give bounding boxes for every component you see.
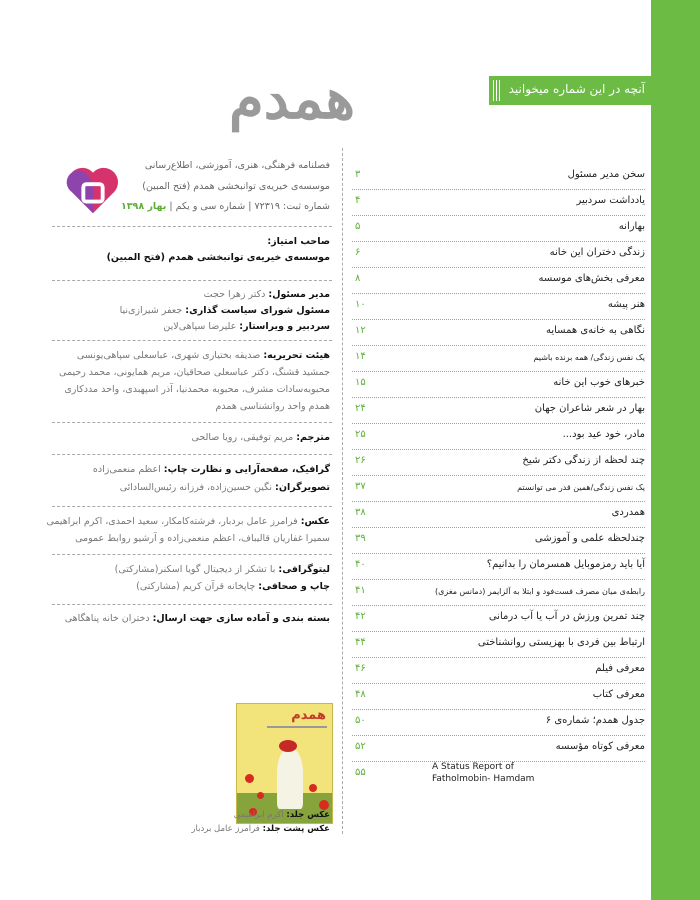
toc-item-page: ۴۴ [355, 637, 366, 648]
toc-item[interactable] [352, 528, 645, 554]
board-label: هیئت تحریریه: [263, 350, 330, 361]
toc-item[interactable] [352, 346, 645, 372]
board-line: صدیقه بختیاری شهری، عباسعلی سپاهی‌یونسی [76, 350, 261, 361]
divider [52, 422, 332, 423]
toc-item-page: ۴۸ [355, 689, 366, 700]
magazine-issue-line [121, 201, 330, 212]
illustrators-row [120, 482, 330, 493]
toc-item-page: ۲۴ [355, 403, 366, 414]
toc-item-page: ۴۰ [355, 559, 366, 570]
board-row [77, 350, 330, 361]
toc-item-page: ۴ [355, 195, 361, 206]
divider [52, 340, 332, 341]
toc-item[interactable] [352, 710, 645, 736]
toc-item[interactable] [352, 398, 645, 424]
magazine-description: فصلنامه فرهنگی، هنری، آموزشی، اطلاع‌رسانی [144, 160, 330, 171]
divider [52, 454, 332, 455]
toc-item[interactable] [352, 372, 645, 398]
toc-item[interactable] [352, 294, 645, 320]
toc-item-page: ۳ [355, 169, 361, 180]
toc-item[interactable] [352, 554, 645, 580]
litho-value: با تشکر از دیجیتال گویا اسکنر(مشارکتی) [114, 564, 276, 575]
toc-item-page: ۳۸ [355, 507, 366, 518]
toc-item-title: زندگی دختران این خانه [549, 247, 645, 258]
toc-item[interactable] [352, 268, 645, 294]
graphics-value: اعظم منعمی‌زاده [92, 464, 161, 475]
divider [52, 554, 332, 555]
translator-row [191, 432, 330, 443]
divider [52, 226, 332, 227]
toc-item-title: یک نفس زندگی/همین قدر می توانستم [517, 483, 645, 492]
toc-item-page: ۱۴ [355, 351, 366, 362]
toc-item-title-english: A Status Report of Fatholmobin- Hamdam [432, 762, 535, 784]
toc-item-page: ۳۷ [355, 481, 366, 492]
toc-item-title: معرفی بخش‌های موسسه [538, 273, 645, 284]
toc-item-title: آیا باید رمزموبایل همسرمان را بدانیم؟ [486, 559, 645, 570]
divider [52, 506, 332, 507]
graphics-row [93, 464, 330, 475]
toc-item-title: چند تمرین ورزش در آب یا آب درمانی [488, 611, 645, 622]
graphics-label: گرافیک، صفحه‌آرایی و نظارت چاپ: [163, 464, 330, 475]
translator-label: مترجم: [296, 432, 330, 443]
toc-header-bar [489, 76, 700, 105]
board-line: همدم واحد روانشناسی همدم [215, 401, 330, 412]
toc-item-title: مادر، خود عید بود... [562, 429, 645, 440]
toc-item-title: سخن مدیر مسئول [567, 169, 645, 180]
toc-item-page: ۵۲ [355, 741, 366, 752]
toc-item-title: چند لحظه از زندگی دکتر شیخ [522, 455, 645, 466]
toc-item[interactable] [352, 658, 645, 684]
toc-item-page: ۳۹ [355, 533, 366, 544]
divider [52, 280, 332, 281]
magazine-publisher: موسسه‌ی خیریه‌ی توانبخشی همدم (فتح المبین) [142, 181, 330, 192]
toc-item-page: ۲۵ [355, 429, 366, 440]
toc-item-title: چندلحظه علمی و آموزشی [534, 533, 645, 544]
toc-item-page: ۵۵ [355, 767, 366, 778]
toc-item-page: ۴۲ [355, 611, 366, 622]
poppy-shape [257, 792, 264, 799]
column-divider [342, 148, 343, 834]
toc-item[interactable] [352, 502, 645, 528]
policy-value: جعفر شیرازی‌نیا [119, 305, 183, 316]
heart-logo-icon [64, 161, 122, 219]
owner-label: صاحب امتیاز: [267, 236, 330, 247]
toc-item-title: همدردی [611, 507, 645, 518]
owner-value: موسسه‌ی خیریه‌ی توانبخشی همدم (فتح المبین) [106, 252, 330, 263]
poppy-shape [245, 774, 254, 783]
print-label: چاپ و صحافی: [258, 581, 330, 592]
toc-item-page: ۱۲ [355, 325, 366, 336]
toc-item[interactable] [352, 580, 645, 606]
toc-item[interactable] [352, 476, 645, 502]
toc-item[interactable] [352, 736, 645, 762]
hatch-decoration [493, 80, 501, 101]
back-photo-label: عکس پشت جلد: [262, 824, 330, 834]
packing-label: بسته بندی و آماده سازی جهت ارسال: [152, 613, 330, 624]
toc-heading: آنچه در این شماره میخوانید [508, 82, 645, 96]
toc-item[interactable] [352, 320, 645, 346]
toc-item-page: ۵۰ [355, 715, 366, 726]
issue-season: بهار ۱۳۹۸ [120, 201, 167, 212]
toc-item-title: معرفی فیلم [595, 663, 645, 674]
packing-value: دختران خانه پناهگاهی [64, 613, 150, 624]
cover-hat [279, 740, 297, 752]
translator-value: مریم توفیقی، رویا صالحی [191, 432, 294, 443]
toc-item-page: ۴۶ [355, 663, 366, 674]
photo-label: عکس: [300, 516, 330, 527]
director-label: مدیر مسئول: [268, 289, 330, 300]
toc-item-title: یک نفس زندگی/ همه برنده باشیم [533, 353, 645, 362]
registration-text: شماره ثبت: ۷۲۳۱۹ | شماره سی و یکم | [169, 201, 330, 212]
toc-item[interactable] [352, 424, 645, 450]
poppy-shape [309, 784, 317, 792]
toc-item[interactable] [352, 632, 645, 658]
litho-row [115, 564, 330, 575]
print-value: چاپخانه قرآن کریم (مشارکتی) [136, 581, 256, 592]
illustrators-value: نگین حسین‌زاده، فرزانه رئیس‌السادائی [119, 482, 272, 493]
toc-item-title: خبرهای خوب این خانه [553, 377, 645, 388]
toc-item-page: ۱۰ [355, 299, 366, 310]
toc-item-title: معرفی کوتاه مؤسسه [555, 741, 645, 752]
toc-item[interactable] [352, 216, 645, 242]
cover-photo-value: اکرم ابراهیمی [233, 810, 284, 820]
packing-row [65, 613, 330, 624]
editor-value: علیرضا سپاهی‌لاین [163, 321, 237, 332]
board-line: محبوبه‌سادات مشرف، محبوبه محمدنیا، آذر اسپهبدی، واحد مددکاری [64, 384, 330, 395]
editor-label: سردبیر و ویراستار: [239, 321, 330, 332]
toc-item-page: ۵ [355, 221, 361, 232]
toc-item-title: نگاهی به خانه‌ی همسایه [545, 325, 645, 336]
cover-subtitle-line [267, 726, 327, 728]
back-photo-value: فرامرز عامل بردبار [191, 824, 260, 834]
director-row [204, 289, 330, 300]
photo-line: فرامرز عامل بردبار، فرشته‌کامکار، سعید احمدی، اکرم ابراهیمی [46, 516, 298, 527]
toc-item-page: ۴۱ [355, 585, 366, 596]
toc-item[interactable] [352, 164, 645, 190]
toc-item[interactable] [352, 450, 645, 476]
toc-item-title: بهارانه [618, 221, 645, 232]
toc-item-title: رابطه‌ی میان مصرف فست‌فود و ابتلا به آلزایمر (دمانس مغزی) [435, 587, 645, 596]
toc-item-title: بهار در شعر شاعران جهان [534, 403, 645, 414]
toc-item-title: هنر پیشه [607, 299, 645, 310]
editor-row [163, 321, 330, 332]
cover-photo-label: عکس جلد: [286, 810, 330, 820]
board-line: جمشید قشنگ، دکتر عباسعلی صحاقیان، مریم همایونی، محمد رحیمی [59, 367, 330, 378]
toc-item-title: جدول همدم؛ شماره‌ی ۶ [545, 715, 645, 726]
cover-photo-credit [234, 810, 330, 820]
toc-item-page: ۱۵ [355, 377, 366, 388]
owner-row [267, 236, 330, 247]
toc-item[interactable] [352, 606, 645, 632]
policy-row [120, 305, 330, 316]
photo-row [46, 516, 330, 527]
poppy-shape [319, 800, 329, 810]
side-green-band [651, 0, 700, 900]
cover-title: همدم [291, 708, 326, 723]
back-photo-credit [191, 824, 330, 834]
toc-item-title: معرفی کتاب [592, 689, 645, 700]
cover-figure [277, 749, 303, 809]
director-value: دکتر زهرا حجت [203, 289, 266, 300]
toc-item[interactable] [352, 242, 645, 268]
policy-label: مسئول شورای سیاست گذاری: [185, 305, 330, 316]
toc-item-page: ۶ [355, 247, 361, 258]
toc-item-title: ارتباط بین فردی با بهزیستی روانشناختی [477, 637, 645, 648]
litho-label: لیتوگرافی: [278, 564, 330, 575]
toc-item[interactable] [352, 190, 645, 216]
divider [52, 604, 332, 605]
toc-item-page: ۲۶ [355, 455, 366, 466]
owner-value-row [107, 252, 330, 263]
toc-item-title: یادداشت سردبیر [576, 195, 645, 206]
print-row [136, 581, 330, 592]
toc-item[interactable] [352, 684, 645, 710]
illustrators-label: تصویرگران: [275, 482, 330, 493]
magazine-logo: همدم [229, 66, 355, 132]
cover-thumbnail [233, 703, 333, 824]
toc-item-page: ۸ [355, 273, 361, 284]
photo-line: سمیرا غفاریان قالیباف، اعظم منعمی‌زاده و آرشیو روابط عمومی [75, 533, 330, 544]
